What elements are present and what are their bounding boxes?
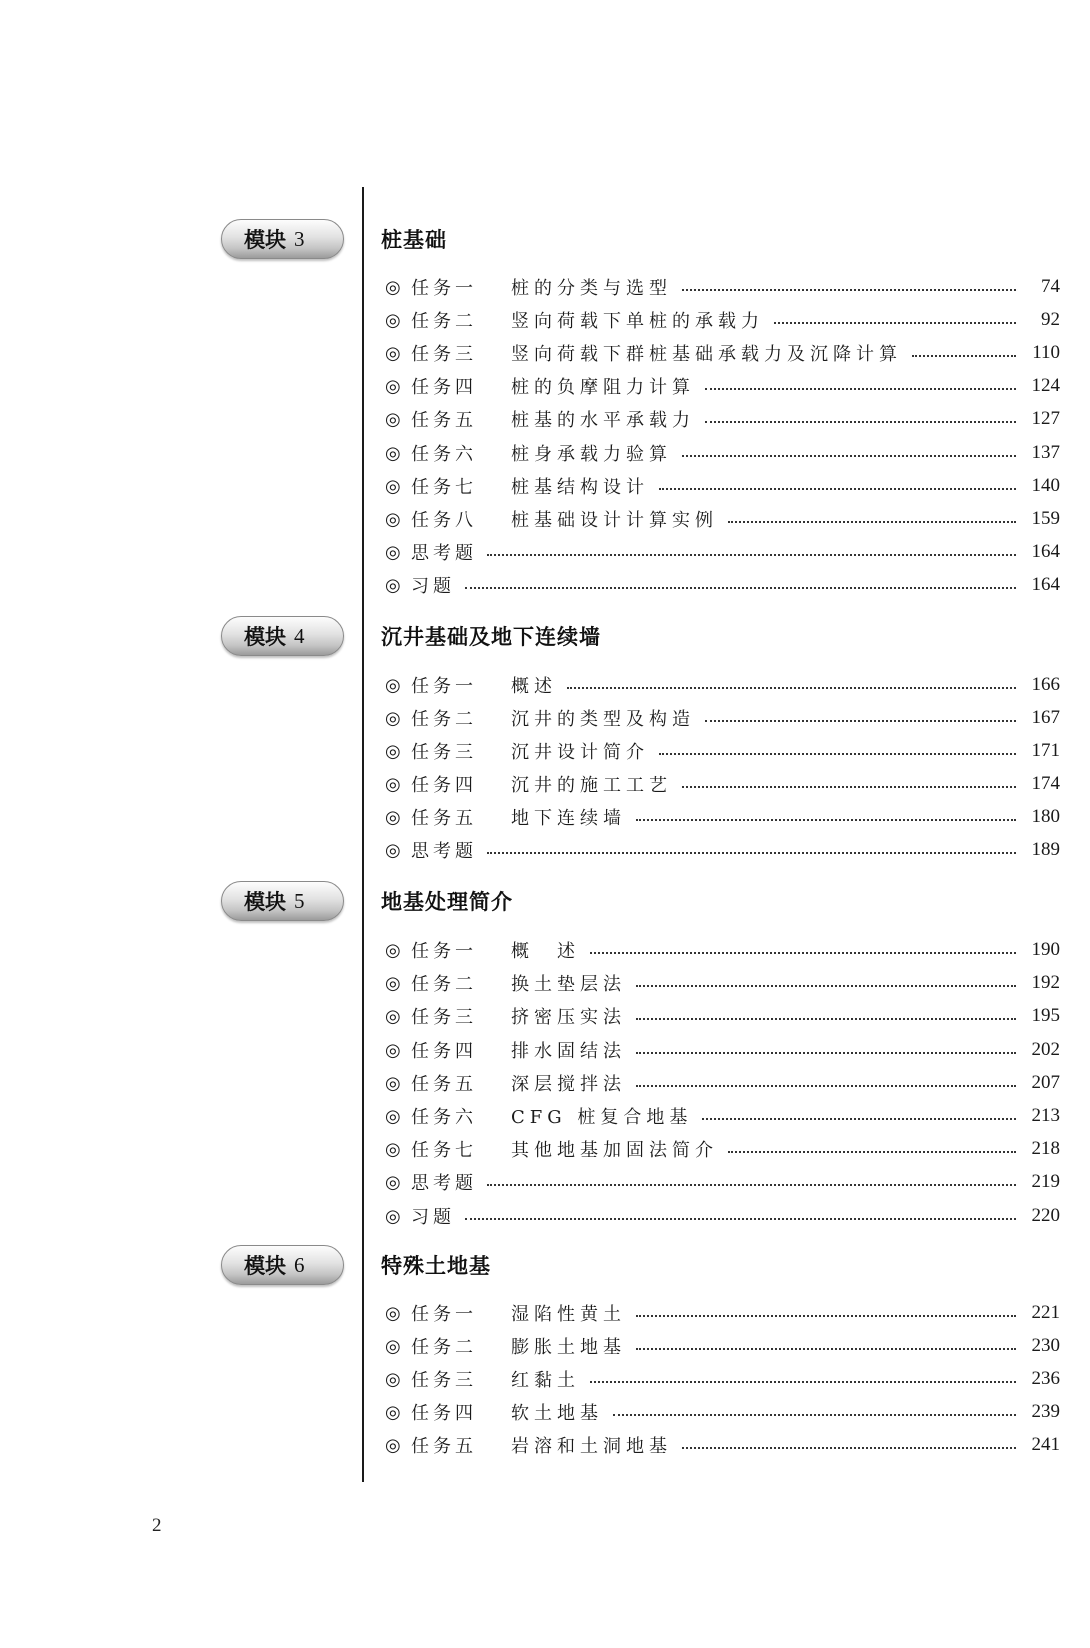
- toc-entry[interactable]: [385, 1167, 1060, 1197]
- task-label: 任务八: [411, 510, 477, 531]
- toc-entry[interactable]: [385, 1298, 1060, 1328]
- module-number: 4: [294, 623, 305, 648]
- double-circle-icon: ◎: [385, 1434, 401, 1456]
- module-title: 地基处理简介: [381, 890, 513, 914]
- task-label: 任务三: [411, 1007, 477, 1028]
- dot-leader: [659, 753, 1016, 755]
- entry-title: 岩溶和土洞地基: [511, 1436, 672, 1457]
- entry-title: 桩基结构设计: [511, 477, 649, 498]
- dot-leader: [682, 786, 1016, 788]
- toc-entry[interactable]: [385, 1101, 1060, 1131]
- double-circle-icon: ◎: [385, 972, 401, 994]
- dot-leader: [636, 1052, 1016, 1054]
- toc-entry[interactable]: [385, 1364, 1060, 1394]
- dot-leader: [465, 587, 1016, 589]
- toc-entry[interactable]: [385, 670, 1060, 700]
- module-title: 特殊土地基: [381, 1254, 491, 1278]
- toc-entry[interactable]: [385, 504, 1060, 534]
- entry-page-number: 92: [1041, 309, 1060, 330]
- double-circle-icon: ◎: [385, 1171, 401, 1193]
- double-circle-icon: ◎: [385, 508, 401, 530]
- double-circle-icon: ◎: [385, 342, 401, 364]
- module-badge: [221, 1245, 344, 1285]
- toc-entry[interactable]: [385, 1201, 1060, 1231]
- dot-leader: [636, 1018, 1016, 1020]
- double-circle-icon: ◎: [385, 1105, 401, 1127]
- dot-leader: [728, 1151, 1016, 1153]
- dot-leader: [912, 355, 1016, 357]
- toc-entry[interactable]: [385, 968, 1060, 998]
- toc-entry[interactable]: [385, 338, 1060, 368]
- double-circle-icon: ◎: [385, 674, 401, 696]
- task-label: 任务五: [411, 410, 477, 431]
- task-label: 任务五: [411, 1436, 477, 1457]
- dot-leader: [487, 554, 1016, 556]
- dot-leader: [590, 952, 1016, 954]
- entry-page-number: 207: [1031, 1072, 1060, 1093]
- entry-title: 挤密压实法: [511, 1007, 626, 1028]
- dot-leader: [659, 488, 1016, 490]
- task-label: 任务七: [411, 477, 477, 498]
- entry-title: 桩的分类与选型: [511, 278, 672, 299]
- double-circle-icon: ◎: [385, 939, 401, 961]
- entry-page-number: 230: [1031, 1335, 1060, 1356]
- toc-entry[interactable]: [385, 570, 1060, 600]
- task-label: 习题: [411, 1207, 455, 1228]
- task-label: 任务一: [411, 676, 477, 697]
- task-label: 任务一: [411, 1304, 477, 1325]
- task-label: 任务三: [411, 742, 477, 763]
- entry-title: CFG 桩复合地基: [511, 1107, 693, 1128]
- entry-title: 概 述: [511, 941, 580, 962]
- toc-entry[interactable]: [385, 305, 1060, 335]
- double-circle-icon: ◎: [385, 1039, 401, 1061]
- task-label: 任务二: [411, 311, 477, 332]
- entry-page-number: 213: [1031, 1105, 1060, 1126]
- entry-page-number: 124: [1031, 375, 1060, 396]
- task-label: 任务四: [411, 1041, 477, 1062]
- entry-page-number: 218: [1031, 1138, 1060, 1159]
- toc-entry[interactable]: [385, 471, 1060, 501]
- module-badge: [221, 616, 344, 656]
- toc-entry[interactable]: [385, 438, 1060, 468]
- dot-leader: [636, 985, 1016, 987]
- entry-page-number: 167: [1031, 707, 1060, 728]
- dot-leader: [682, 455, 1016, 457]
- entry-page-number: 236: [1031, 1368, 1060, 1389]
- task-label: 任务一: [411, 941, 477, 962]
- double-circle-icon: ◎: [385, 1205, 401, 1227]
- entry-title: 沉井的施工工艺: [511, 775, 672, 796]
- toc-entry[interactable]: [385, 703, 1060, 733]
- double-circle-icon: ◎: [385, 1401, 401, 1423]
- double-circle-icon: ◎: [385, 773, 401, 795]
- module-badge: [221, 881, 344, 921]
- double-circle-icon: ◎: [385, 475, 401, 497]
- dot-leader: [702, 1118, 1016, 1120]
- dot-leader: [682, 289, 1016, 291]
- toc-entry[interactable]: [385, 1331, 1060, 1361]
- dot-leader: [728, 521, 1016, 523]
- module-label: 模块: [244, 625, 286, 649]
- entry-title: 湿陷性黄土: [511, 1304, 626, 1325]
- dot-leader: [567, 687, 1016, 689]
- double-circle-icon: ◎: [385, 1072, 401, 1094]
- dot-leader: [705, 421, 1016, 423]
- entry-title: 软土地基: [511, 1403, 603, 1424]
- task-label: 任务四: [411, 1403, 477, 1424]
- entry-title: 沉井设计简介: [511, 742, 649, 763]
- dot-leader: [636, 819, 1016, 821]
- dot-leader: [636, 1315, 1016, 1317]
- entry-page-number: 164: [1031, 574, 1060, 595]
- entry-title: 红黏土: [511, 1370, 580, 1391]
- dot-leader: [636, 1085, 1016, 1087]
- dot-leader: [774, 322, 1016, 324]
- double-circle-icon: ◎: [385, 541, 401, 563]
- double-circle-icon: ◎: [385, 574, 401, 596]
- task-label: 任务七: [411, 1140, 477, 1161]
- entry-page-number: 127: [1031, 408, 1060, 429]
- double-circle-icon: ◎: [385, 1005, 401, 1027]
- module-label: 模块: [244, 228, 286, 252]
- task-label: 任务五: [411, 808, 477, 829]
- entry-page-number: 220: [1031, 1205, 1060, 1226]
- toc-entry[interactable]: [385, 736, 1060, 766]
- dot-leader: [705, 720, 1016, 722]
- entry-page-number: 221: [1031, 1302, 1060, 1323]
- entry-page-number: 171: [1031, 740, 1060, 761]
- dot-leader: [613, 1414, 1016, 1416]
- double-circle-icon: ◎: [385, 276, 401, 298]
- toc-entry[interactable]: [385, 835, 1060, 865]
- double-circle-icon: ◎: [385, 1335, 401, 1357]
- double-circle-icon: ◎: [385, 839, 401, 861]
- entry-page-number: 164: [1031, 541, 1060, 562]
- entry-title: 桩的负摩阻力计算: [511, 377, 695, 398]
- entry-title: 地下连续墙: [511, 808, 626, 829]
- dot-leader: [487, 852, 1016, 854]
- entry-page-number: 140: [1031, 475, 1060, 496]
- task-label: 任务二: [411, 974, 477, 995]
- double-circle-icon: ◎: [385, 1138, 401, 1160]
- toc-entry[interactable]: [385, 1397, 1060, 1427]
- entry-page-number: 174: [1031, 773, 1060, 794]
- entry-page-number: 110: [1032, 342, 1060, 363]
- entry-title: 桩基础设计计算实例: [511, 510, 718, 531]
- toc-entry[interactable]: [385, 371, 1060, 401]
- entry-page-number: 241: [1031, 1434, 1060, 1455]
- double-circle-icon: ◎: [385, 1368, 401, 1390]
- toc-entry[interactable]: [385, 769, 1060, 799]
- entry-title: 膨胀土地基: [511, 1337, 626, 1358]
- dot-leader: [465, 1218, 1016, 1220]
- toc-entry[interactable]: [385, 1068, 1060, 1098]
- module-number: 3: [294, 226, 305, 251]
- double-circle-icon: ◎: [385, 707, 401, 729]
- toc-entry[interactable]: [385, 1035, 1060, 1065]
- entry-page-number: 219: [1031, 1171, 1060, 1192]
- task-label: 任务二: [411, 1337, 477, 1358]
- task-label: 任务三: [411, 344, 477, 365]
- entry-title: 换土垫层法: [511, 974, 626, 995]
- task-label: 任务六: [411, 1107, 477, 1128]
- task-label: 思考题: [411, 1173, 477, 1194]
- entry-page-number: 74: [1041, 276, 1060, 297]
- task-label: 思考题: [411, 841, 477, 862]
- double-circle-icon: ◎: [385, 408, 401, 430]
- toc-entry[interactable]: [385, 1430, 1060, 1460]
- dot-leader: [590, 1381, 1016, 1383]
- task-label: 任务三: [411, 1370, 477, 1391]
- toc-entry[interactable]: [385, 1134, 1060, 1164]
- entry-title: 竖向荷载下单桩的承载力: [511, 311, 764, 332]
- entry-title: 排水固结法: [511, 1041, 626, 1062]
- page-number: 2: [152, 1515, 162, 1536]
- dot-leader: [682, 1447, 1016, 1449]
- task-label: 任务二: [411, 709, 477, 730]
- dot-leader: [636, 1348, 1016, 1350]
- module-label: 模块: [244, 890, 286, 914]
- entry-page-number: 137: [1031, 442, 1060, 463]
- module-label: 模块: [244, 1254, 286, 1278]
- toc-entry[interactable]: [385, 404, 1060, 434]
- divider-line: [362, 187, 364, 1482]
- module-title: 桩基础: [381, 228, 447, 252]
- entry-title: 沉井的类型及构造: [511, 709, 695, 730]
- module-title: 沉井基础及地下连续墙: [381, 625, 601, 649]
- entry-title: 竖向荷载下群桩基础承载力及沉降计算: [511, 344, 902, 365]
- entry-page-number: 159: [1031, 508, 1060, 529]
- double-circle-icon: ◎: [385, 375, 401, 397]
- entry-page-number: 239: [1031, 1401, 1060, 1422]
- double-circle-icon: ◎: [385, 740, 401, 762]
- entry-page-number: 202: [1031, 1039, 1060, 1060]
- module-badge: [221, 219, 344, 259]
- toc-entry[interactable]: [385, 1001, 1060, 1031]
- double-circle-icon: ◎: [385, 1302, 401, 1324]
- module-number: 6: [294, 1252, 305, 1277]
- dot-leader: [487, 1184, 1016, 1186]
- toc-entry[interactable]: [385, 802, 1060, 832]
- entry-page-number: 195: [1031, 1005, 1060, 1026]
- toc-entry[interactable]: [385, 272, 1060, 302]
- entry-page-number: 180: [1031, 806, 1060, 827]
- task-label: 任务四: [411, 377, 477, 398]
- toc-entry[interactable]: [385, 537, 1060, 567]
- toc-entry[interactable]: [385, 935, 1060, 965]
- entry-page-number: 189: [1031, 839, 1060, 860]
- entry-title: 其他地基加固法简介: [511, 1140, 718, 1161]
- task-label: 思考题: [411, 543, 477, 564]
- module-number: 5: [294, 888, 305, 913]
- double-circle-icon: ◎: [385, 806, 401, 828]
- entry-title: 深层搅拌法: [511, 1074, 626, 1095]
- dot-leader: [705, 388, 1016, 390]
- entry-title: 概述: [511, 676, 557, 697]
- task-label: 任务六: [411, 444, 477, 465]
- task-label: 任务一: [411, 278, 477, 299]
- task-label: 任务四: [411, 775, 477, 796]
- entry-title: 桩身承载力验算: [511, 444, 672, 465]
- entry-page-number: 192: [1031, 972, 1060, 993]
- entry-title: 桩基的水平承载力: [511, 410, 695, 431]
- double-circle-icon: ◎: [385, 442, 401, 464]
- task-label: 任务五: [411, 1074, 477, 1095]
- entry-page-number: 166: [1031, 674, 1060, 695]
- double-circle-icon: ◎: [385, 309, 401, 331]
- task-label: 习题: [411, 576, 455, 597]
- entry-page-number: 190: [1031, 939, 1060, 960]
